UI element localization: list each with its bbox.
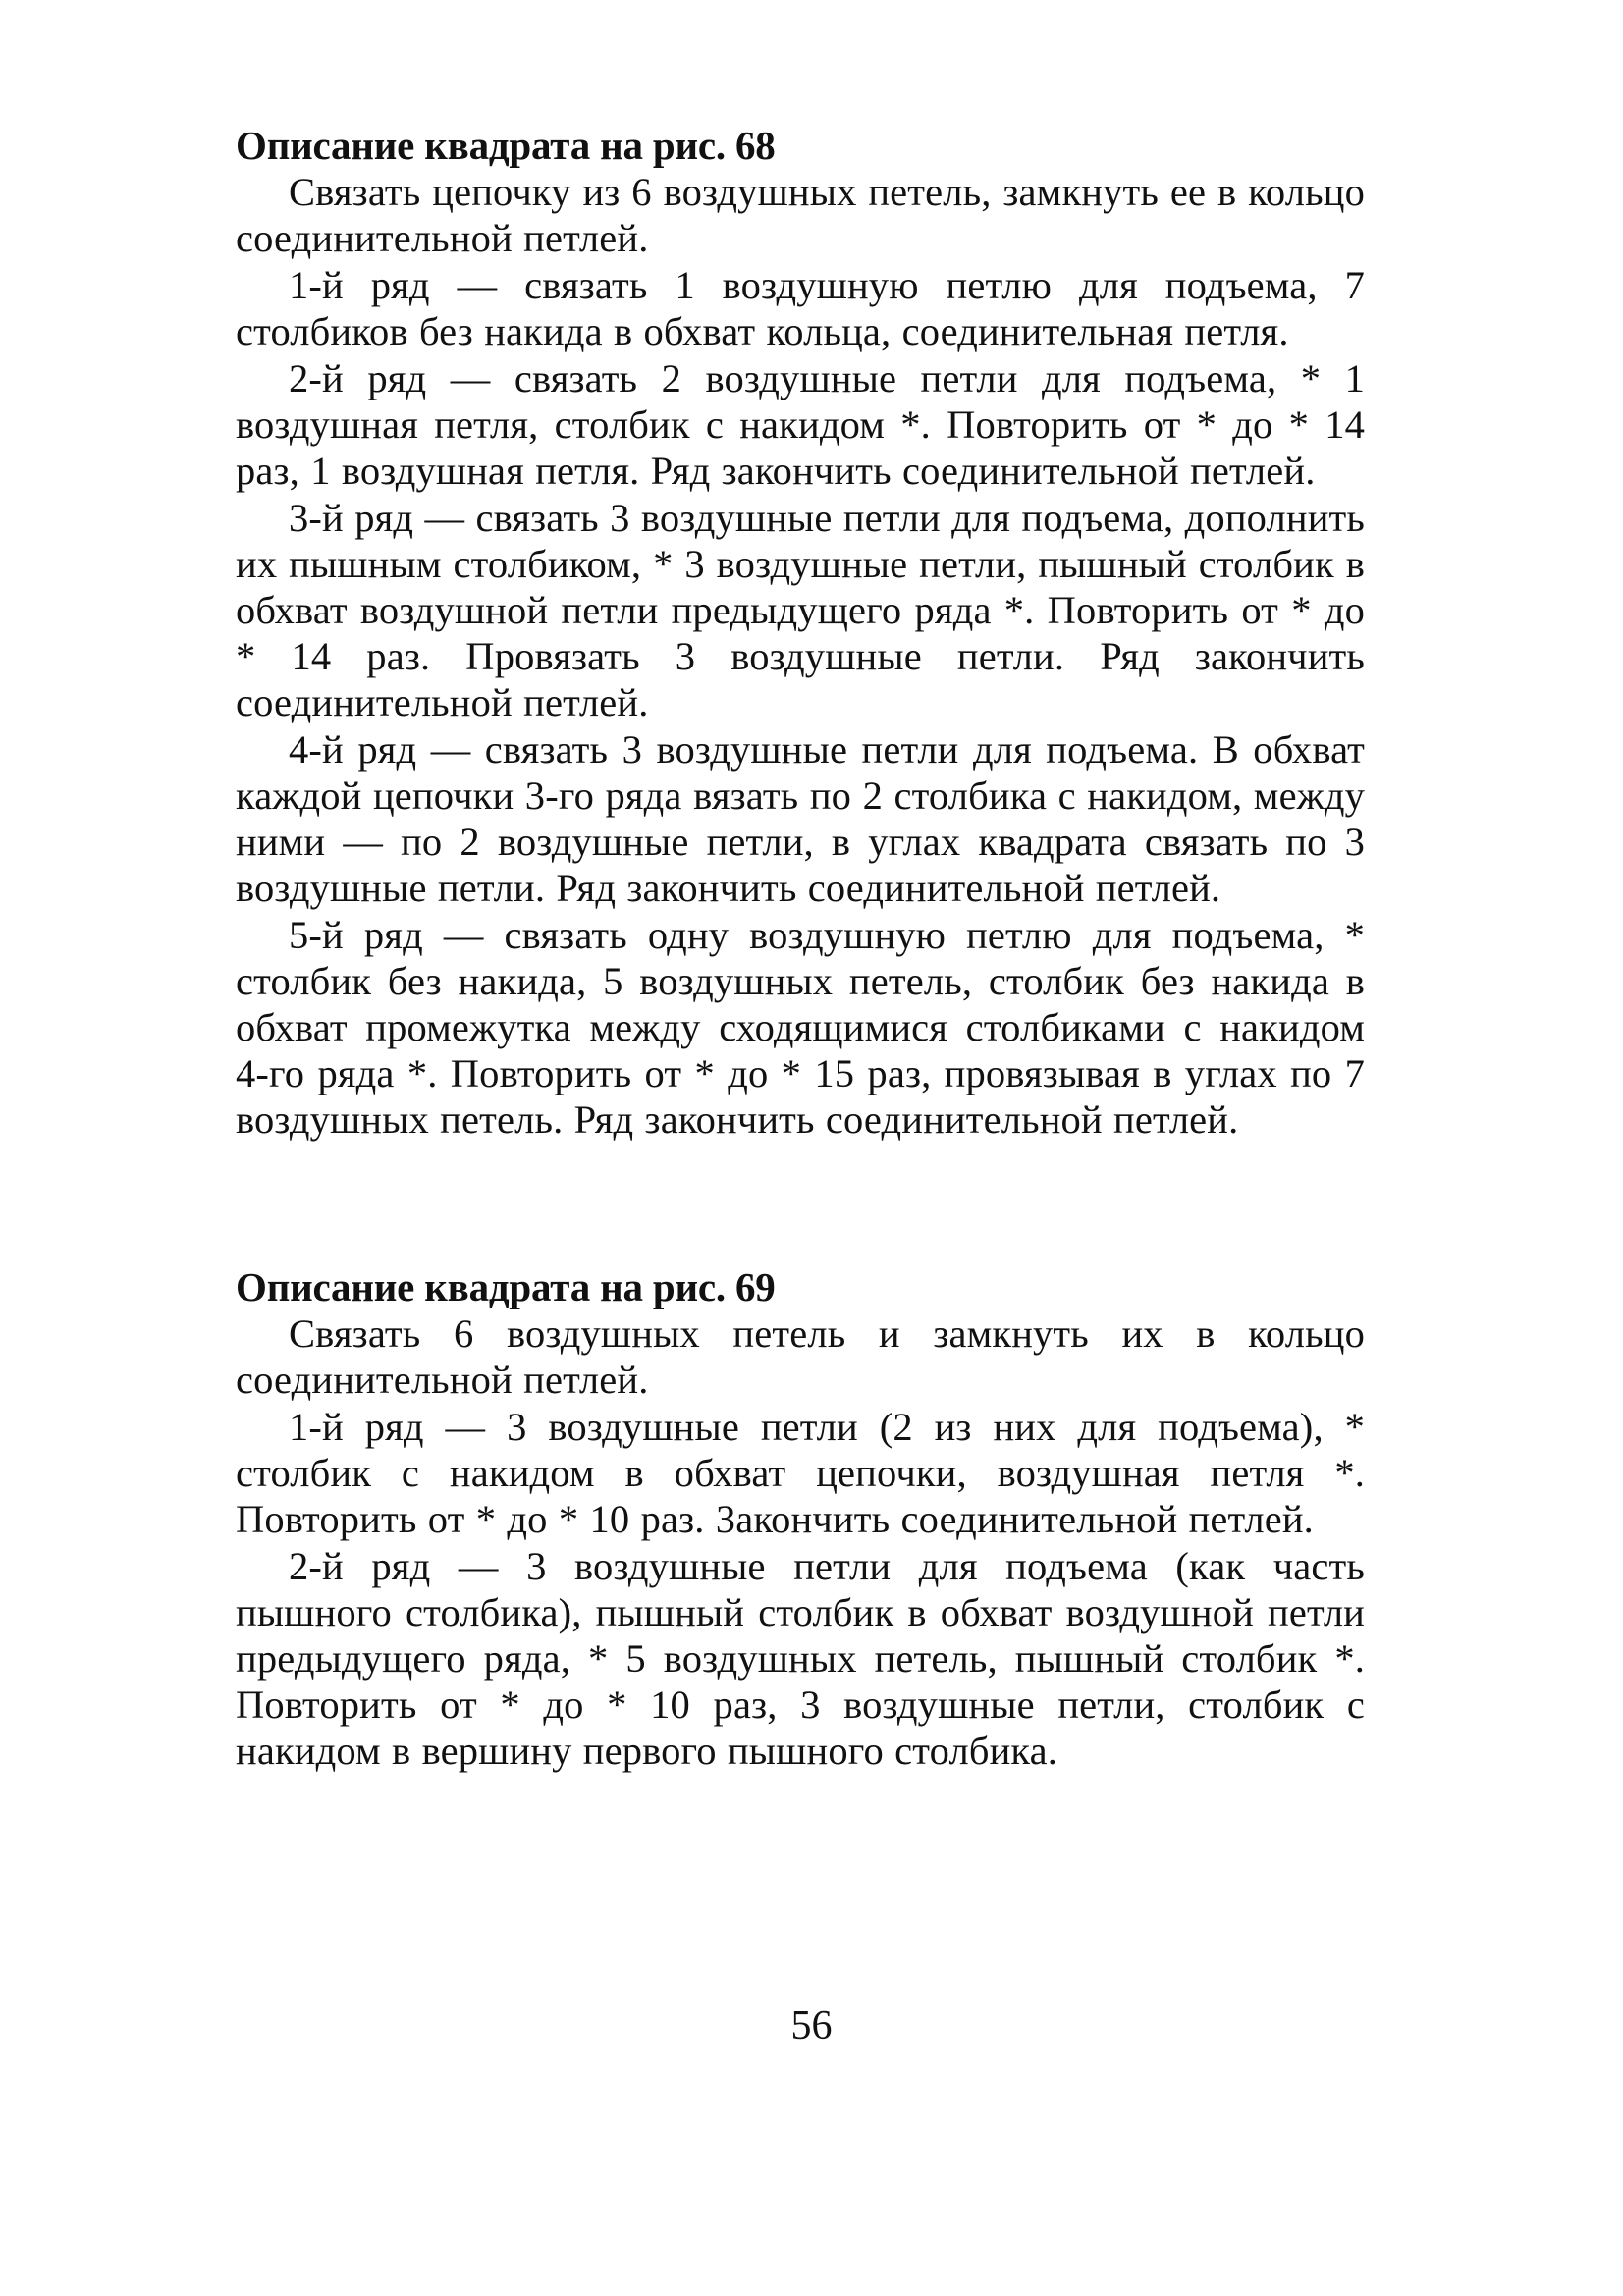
paragraph: 5-й ряд — связать одну воздушную петлю для подъема, * столбик без накида, 5 воздушных петель, столбик без накида в обхват промежутка между сходящимися столбиками с накидом 4-го ряда *. Повторить от * до * 15 раз, провязывая в углах по 7 воздушных петель. Ряд закончить соединительной петлей. — [236, 913, 1365, 1142]
paragraph: 1-й ряд — связать 1 воздушную петлю для подъема, 7 столбиков без накида в обхват кольца, соединительная петля. — [236, 263, 1365, 353]
section-heading: Описание квадрата на рис. 68 — [236, 123, 776, 168]
paragraph: Связать 6 воздушных петель и замкнуть их в кольцо соединительной петлей. — [236, 1311, 1365, 1402]
page-content — [236, 123, 1365, 1775]
paragraph: 4-й ряд — связать 3 воздушные петли для подъема. В обхват каждой цепочки 3-го ряда вязать по 2 столбика с накидом, между ними — по 2 воздушные петли, в углах квадрата связать по 3 воздушные петли. Ряд закончить соединительной петлей. — [236, 727, 1365, 910]
paragraph: 1-й ряд — 3 воздушные петли (2 из них для подъема), * столбик с накидом в обхват цепочки, воздушная петля *. Повторить от * до * 10 раз. Закончить соединительной петлей. — [236, 1405, 1365, 1541]
page-number: 56 — [790, 2003, 833, 2049]
paragraph: 2-й ряд — 3 воздушные петли для подъема (как часть пышного столбика), пышный столбик в обхват воздушной петли предыдущего ряда, * 5 воздушных петель, пышный столбик *. Повторить от * до * 10 раз, 3 воздушные петли, столбик с накидом в вершину первого пышного столбика. — [236, 1544, 1365, 1773]
section-heading: Описание квадрата на рис. 69 — [236, 1264, 776, 1309]
paragraph: Связать цепочку из 6 воздушных петель, замкнуть ее в кольцо соединительной петлей. — [236, 170, 1365, 260]
paragraph: 2-й ряд — связать 2 воздушные петли для подъема, * 1 воздушная петля, столбик с накидом *. Повторить от * до * 14 раз, 1 воздушная петля. Ряд закончить соединительной петлей. — [236, 356, 1365, 493]
paragraph: 3-й ряд — связать 3 воздушные петли для подъема, дополнить их пышным столбиком, * 3 воздушные петли, пышный столбик в обхват воздушной петли предыдущего ряда *. Повторить от * до * 14 раз. Провязать 3 воздушные петли. Ряд закончить соединительной петлей. — [236, 496, 1365, 724]
section-fig-68 — [236, 123, 1365, 1143]
section-fig-69 — [236, 1264, 1365, 1774]
